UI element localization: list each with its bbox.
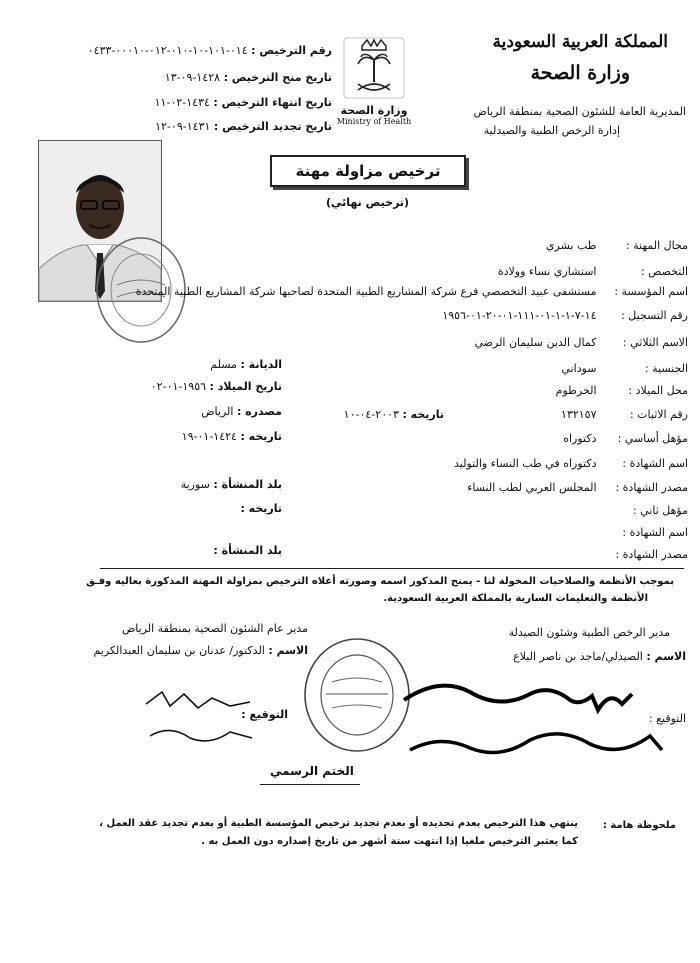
- left-field-row: [213, 544, 282, 557]
- id-date-row: [344, 408, 444, 421]
- left-field-value: ١٩٥٦-٠١-٠٢: [150, 380, 207, 393]
- field-label: الاسم الثلاثي :: [622, 336, 688, 349]
- document-subtitle: (ترخيص نهائي): [326, 196, 410, 209]
- grant-text-line-1: بموجب الأنظمة والصلاحيات المخولة لنا - يمنح المذكور اسمه وصورته أعلاه الترخيص بمزاولة المهنة المذكورة بعاليه وفـق: [86, 576, 674, 587]
- field-label: محل الميلاد :: [628, 384, 688, 397]
- field-row: [600, 548, 688, 561]
- palm-swords-emblem-icon: [334, 38, 414, 100]
- field-label: رقم الاثبات :: [629, 408, 688, 421]
- left-field-label: تاريخه :: [240, 430, 282, 443]
- left-signatory-name: الدكتور/ عدنان بن سليمان العبدالكريم: [93, 644, 265, 657]
- field-row: [498, 265, 688, 278]
- left-field-label: بلد المنشأة :: [213, 544, 282, 557]
- left-field-label: تاريخه :: [240, 502, 282, 515]
- left-signature: [140, 684, 270, 754]
- field-row: [467, 481, 688, 494]
- signature-scribble-icon: [400, 670, 690, 770]
- ministry-name: وزارة الصحة: [530, 62, 630, 84]
- field-row: [135, 285, 688, 298]
- official-seal-label: الختم الرسمي: [270, 764, 354, 778]
- field-row: [561, 408, 688, 421]
- field-value: سوداني: [561, 362, 597, 375]
- left-signatory-title: مدير عام الشئون الصحية بمنطقة الرياض: [122, 622, 308, 635]
- field-row: [600, 504, 688, 517]
- logo-english-text: Ministry of Health: [336, 117, 412, 126]
- field-row: [454, 457, 688, 470]
- signature-scribble-icon: [140, 684, 270, 754]
- left-field-row: [151, 380, 282, 393]
- left-field-row: [201, 405, 282, 418]
- left-field-label: بلد المنشأة :: [213, 478, 282, 491]
- left-signatory-name-row: [93, 644, 308, 657]
- left-field-label: مصدره :: [236, 405, 282, 418]
- left-field-value: ١٤٢٤-٠١-١٩: [181, 430, 237, 443]
- section-divider: [100, 568, 684, 569]
- field-value: دكتوراه: [563, 432, 597, 445]
- left-field-label: تاريخ الميلاد :: [209, 380, 282, 393]
- right-signature-label: التوقيع :: [648, 712, 686, 725]
- left-field-row: [210, 358, 282, 371]
- field-label: اسم الشهادة :: [622, 526, 688, 539]
- field-row: [442, 309, 688, 322]
- field-row: [561, 362, 688, 375]
- left-field-value: مسلم: [210, 358, 237, 371]
- license-number-value: ٠١٤-١٠١-١٠-٠١٠-٠١٢-٠٠٠١٠-٠٤٣٣: [87, 44, 248, 57]
- expiry-date-row: [155, 96, 332, 109]
- field-label: مصدر الشهادة :: [615, 481, 688, 494]
- field-value: استشاري نساء وولادة: [497, 265, 597, 278]
- right-signatory-name: الصيدلي/ماجد بن ناصر البلاع: [513, 650, 643, 663]
- grant-text-line-2: الأنظمة والتعليمات السارية بالمملكة العربية السعودية.: [383, 593, 648, 604]
- field-value: مستشفى عبيد التخصصي فرع شركة المشاريع الطبية المتحدة لصاحبها شركة المشاريع الطبية المتحدة: [135, 285, 597, 298]
- field-row: [600, 526, 688, 539]
- field-row: [475, 336, 689, 349]
- field-label: الجنسية :: [644, 362, 688, 375]
- field-value: ١٤-٧-١-١-٠١-١١١-٠١-٢٠-٠١-١٩٥٦: [442, 309, 597, 322]
- renew-date-value: ١٤٣١-٠٩-١٢: [155, 120, 211, 133]
- field-label: مصدر الشهادة :: [615, 548, 688, 561]
- field-label: مؤهل أساسي :: [617, 432, 688, 445]
- department-name: إدارة الرخص الطبية والصيدلية: [483, 124, 620, 137]
- expiry-date-label: تاريخ انتهاء الترخيص :: [213, 96, 332, 109]
- official-seal: [302, 636, 412, 754]
- field-label: التخصص :: [640, 265, 688, 278]
- license-number-row: [88, 44, 332, 57]
- field-value: دكتوراه في طب النساء والتوليد: [454, 457, 597, 470]
- field-value: الخرطوم: [555, 384, 597, 397]
- left-field-value: الرياض: [201, 405, 234, 418]
- grant-date-row: [165, 71, 332, 84]
- left-signature-label: التوقيع :: [241, 708, 288, 721]
- note-line-2: كما يعتبر الترخيص ملغيا إذا انتهت ستة أشهر من تاريخ إصداره دون العمل به .: [201, 836, 578, 847]
- right-signatory-name-label: الاسم :: [646, 650, 686, 663]
- field-row: [546, 239, 688, 252]
- field-value: كمال الدين سليمان الرضي: [474, 336, 597, 349]
- field-label: مؤهل ثاني :: [632, 504, 688, 517]
- right-signatory-title: مدير الرخص الطبية وشئون الصيدلة: [508, 626, 670, 639]
- field-label: اسم المؤسسة :: [614, 285, 688, 298]
- field-row: [563, 432, 688, 445]
- id-date-label: تاريخه :: [402, 408, 444, 421]
- field-value: ١٣٢١٥٧: [561, 408, 597, 421]
- left-field-row: [181, 478, 282, 491]
- field-label: مجال المهنة :: [625, 239, 688, 252]
- field-label: رقم التسجيل :: [621, 309, 688, 322]
- expiry-date-value: ١٤٣٤-٠٢-١١: [154, 96, 210, 109]
- directorate-name: المديرية العامة للشئون الصحية بمنطقة الرياض: [473, 105, 686, 118]
- field-value: طب بشري: [545, 239, 597, 252]
- id-date-value: ٢٠٠٣-٠٤-١٠: [343, 408, 399, 421]
- seal-label-underline: [260, 784, 360, 785]
- note-line-1: ينتهي هذا الترخيص بعدم تجديده أو بعدم تجديد ترخيص المؤسسة الطبية أو بعدم تجديد عقد العمل ،: [99, 818, 578, 829]
- ministry-logo: [334, 38, 414, 128]
- document-title: ترخيص مزاولة مهنة: [270, 155, 466, 187]
- field-row: [556, 384, 688, 397]
- right-signatory-name-row: [513, 650, 686, 663]
- left-field-row: [182, 430, 282, 443]
- renew-date-label: تاريخ تجديد الترخيص :: [213, 120, 332, 133]
- official-seal-icon: [302, 636, 412, 754]
- grant-date-label: تاريخ منح الترخيص :: [223, 71, 332, 84]
- logo-arabic-text: وزارة الصحة: [340, 104, 408, 117]
- left-field-label: الديانة :: [240, 358, 282, 371]
- kingdom-name: المملكة العربية السعودية: [492, 32, 668, 52]
- left-field-value: سورية: [180, 478, 210, 491]
- left-signatory-name-label: الاسم :: [268, 644, 308, 657]
- right-signature: [400, 670, 690, 770]
- note-label: ملحوظة هامة :: [602, 820, 676, 831]
- field-label: اسم الشهادة :: [622, 457, 688, 470]
- license-number-label: رقم الترخيص :: [251, 44, 332, 57]
- grant-date-value: ١٤٢٨-٠٩-١٣: [164, 71, 221, 84]
- field-value: المجلس العربي لطب النساء: [467, 481, 597, 494]
- renew-date-row: [155, 120, 332, 133]
- left-field-row: [240, 502, 282, 515]
